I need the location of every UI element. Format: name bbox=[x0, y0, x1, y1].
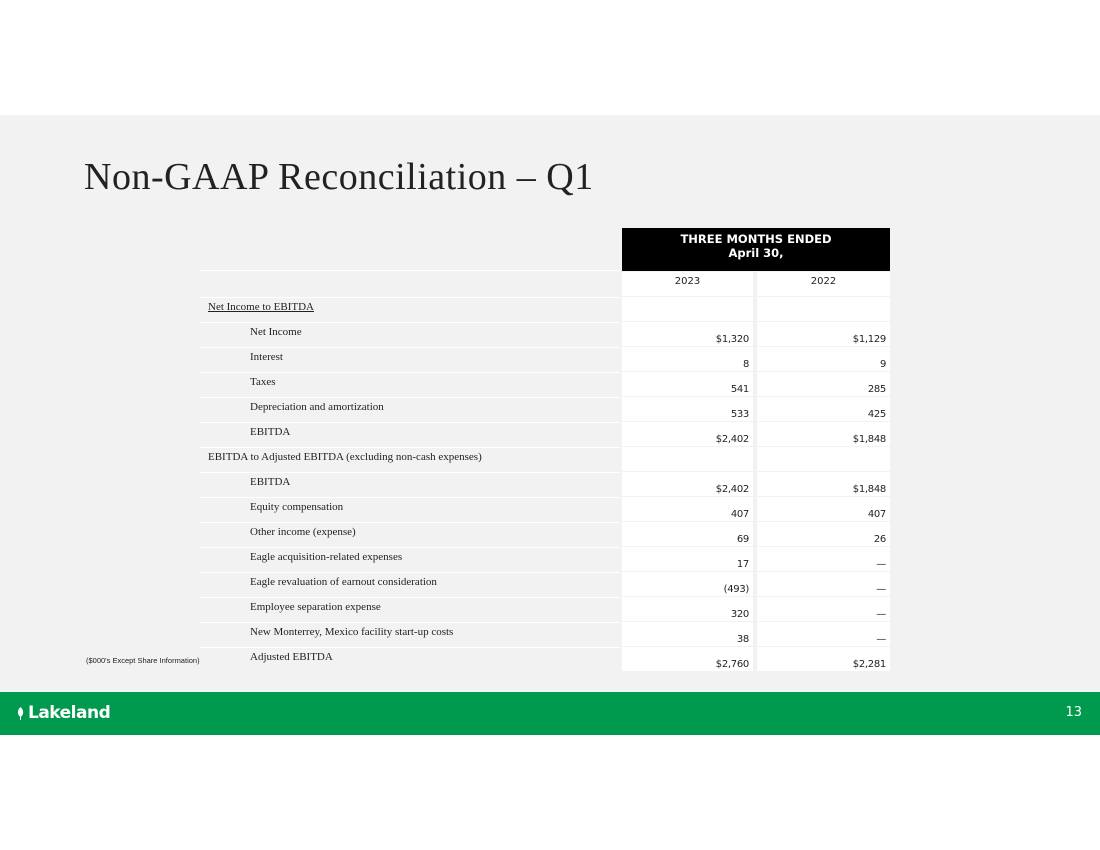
table-row bbox=[200, 372, 890, 396]
value-2022: $1,848 bbox=[757, 472, 890, 496]
logo-text: Lakeland bbox=[28, 703, 111, 723]
row-label: Adjusted EBITDA bbox=[250, 651, 333, 663]
row-label: Interest bbox=[250, 351, 283, 363]
leaf-icon bbox=[16, 707, 25, 720]
table-row bbox=[200, 522, 890, 546]
table-row bbox=[200, 497, 890, 521]
value-2023: 407 bbox=[622, 497, 753, 521]
table-row-section bbox=[200, 297, 890, 321]
table-top-divider bbox=[200, 270, 620, 271]
value-2023: 541 bbox=[622, 372, 753, 396]
value-2022: — bbox=[757, 622, 890, 646]
row-label: EBITDA bbox=[250, 476, 291, 488]
row-label: Depreciation and amortization bbox=[250, 401, 384, 413]
value-2023 bbox=[622, 297, 753, 321]
value-2023: 69 bbox=[622, 522, 753, 546]
table-row bbox=[200, 347, 890, 371]
value-2022: 285 bbox=[757, 372, 890, 396]
footer-bar bbox=[0, 692, 1100, 735]
row-label: Eagle revaluation of earnout consideration bbox=[250, 576, 437, 588]
period-header bbox=[622, 228, 890, 271]
table-row bbox=[200, 597, 890, 621]
value-2022: $1,129 bbox=[757, 322, 890, 346]
value-2023 bbox=[622, 447, 753, 471]
value-2022 bbox=[757, 447, 890, 471]
value-2023: $2,760 bbox=[622, 647, 753, 671]
row-label: Net Income bbox=[250, 326, 302, 338]
table-row bbox=[200, 572, 890, 596]
table-row-section bbox=[200, 447, 890, 471]
period-header-line1: THREE MONTHS ENDED bbox=[680, 232, 832, 246]
value-2023: $1,320 bbox=[622, 322, 753, 346]
table-row bbox=[200, 472, 890, 496]
value-2022: — bbox=[757, 597, 890, 621]
table-row bbox=[200, 422, 890, 446]
value-2022: — bbox=[757, 547, 890, 571]
row-label: Taxes bbox=[250, 376, 276, 388]
value-2022: 26 bbox=[757, 522, 890, 546]
page-title: Non-GAAP Reconciliation – Q1 bbox=[84, 156, 594, 198]
table-row bbox=[200, 622, 890, 646]
value-2022: $2,281 bbox=[757, 647, 890, 671]
row-label: Employee separation expense bbox=[250, 601, 381, 613]
value-2022: $1,848 bbox=[757, 422, 890, 446]
table-row-total bbox=[200, 647, 890, 671]
company-logo bbox=[16, 703, 110, 723]
table-row bbox=[200, 397, 890, 421]
row-label: New Monterrey, Mexico facility start-up costs bbox=[250, 626, 454, 638]
section-label: Net Income to EBITDA bbox=[208, 301, 314, 313]
value-2022: 407 bbox=[757, 497, 890, 521]
value-2023: $2,402 bbox=[622, 422, 753, 446]
value-2023: 8 bbox=[622, 347, 753, 371]
table-row bbox=[200, 547, 890, 571]
row-label: EBITDA bbox=[250, 426, 291, 438]
value-2023: 320 bbox=[622, 597, 753, 621]
table-row bbox=[200, 322, 890, 346]
value-2023: 38 bbox=[622, 622, 753, 646]
row-label: Equity compensation bbox=[250, 501, 344, 513]
year-header-a: 2023 bbox=[622, 272, 753, 296]
value-2023: $2,402 bbox=[622, 472, 753, 496]
value-2023: (493) bbox=[622, 572, 753, 596]
value-2023: 17 bbox=[622, 547, 753, 571]
value-2022: 9 bbox=[757, 347, 890, 371]
value-2022: — bbox=[757, 572, 890, 596]
period-header-line2: April 30, bbox=[728, 246, 784, 260]
units-note: ($000's Except Share Information) bbox=[86, 656, 200, 665]
row-label: Other income (expense) bbox=[250, 526, 356, 538]
section-label: EBITDA to Adjusted EBITDA (excluding non-cash expenses) bbox=[208, 451, 482, 463]
page-number: 13 bbox=[1065, 705, 1082, 720]
value-2023: 533 bbox=[622, 397, 753, 421]
year-header-b: 2022 bbox=[757, 272, 890, 296]
value-2022 bbox=[757, 297, 890, 321]
row-label: Eagle acquisition-related expenses bbox=[250, 551, 403, 563]
value-2022: 425 bbox=[757, 397, 890, 421]
